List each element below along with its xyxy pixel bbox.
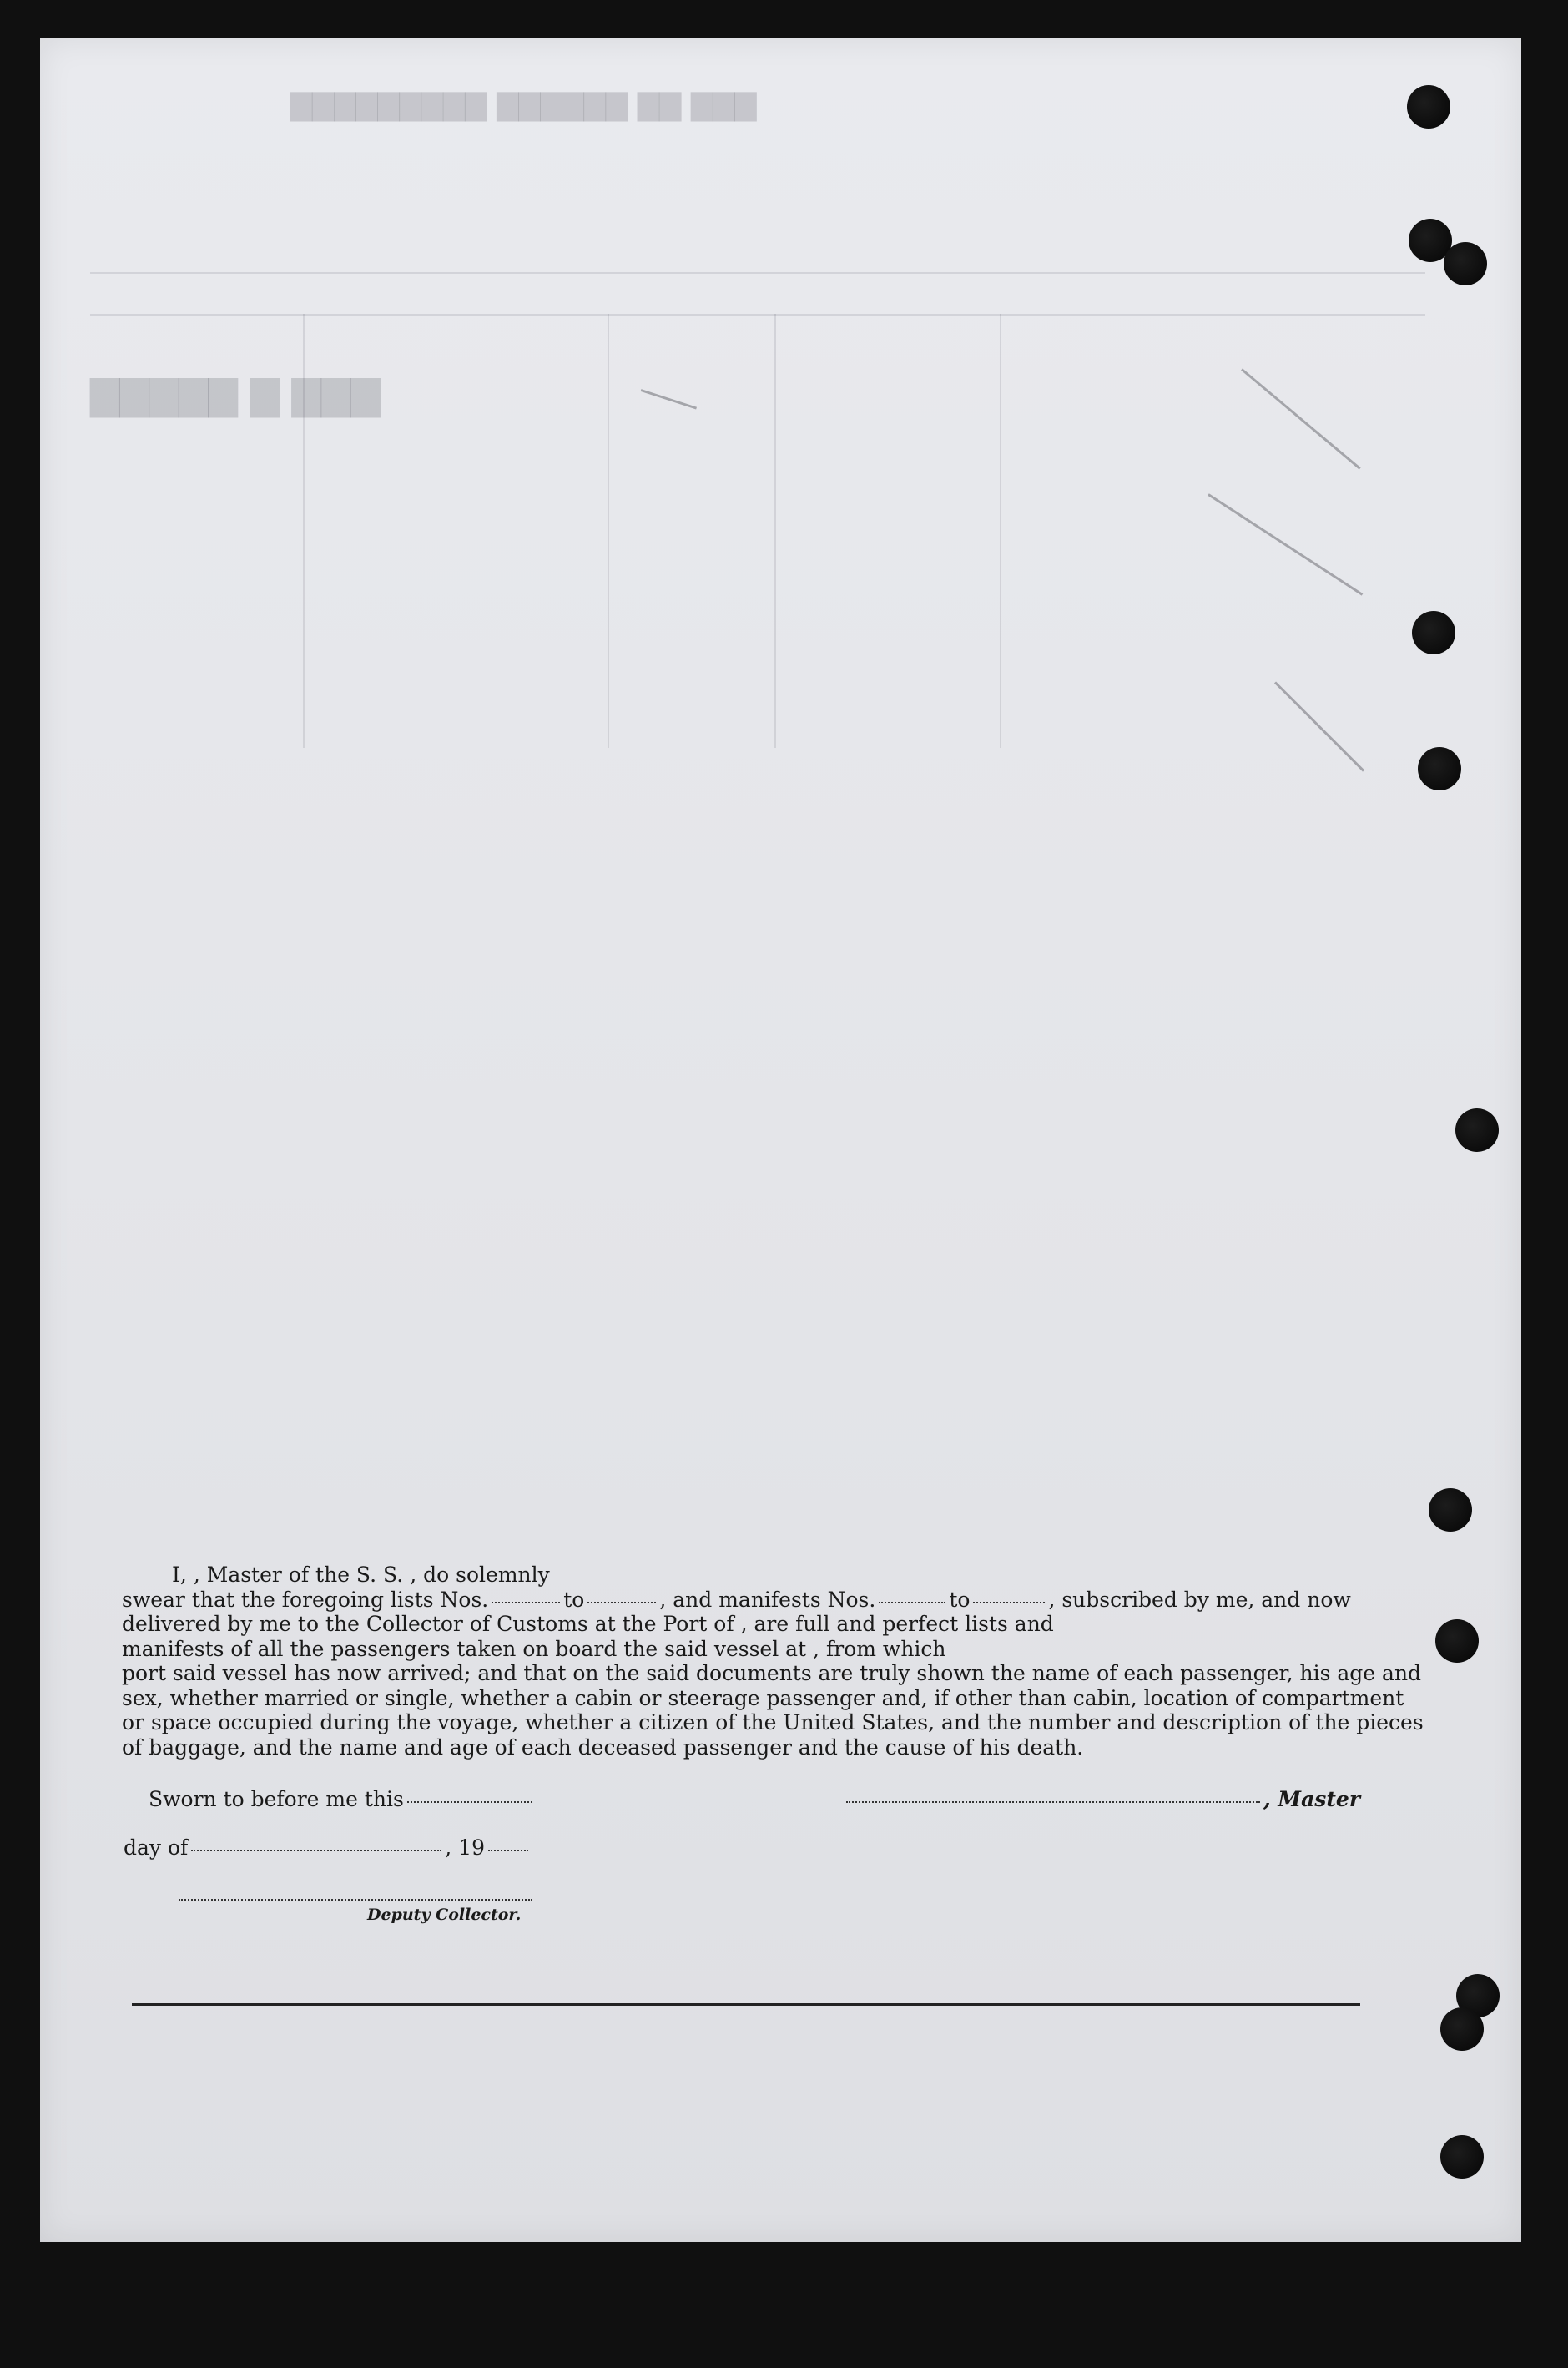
master-signature-blank[interactable] [846,1801,1260,1803]
oath-text: , are full and perfect lists and [740,1612,1054,1636]
punch-hole [1429,1488,1472,1532]
bleed-through-heading: ▇▇▇ ▇▇ ▇▇▇▇▇▇ ▇▇▇▇▇▇▇▇▇ [290,88,757,122]
oath-text: , subscribed by me, and now [1048,1587,1351,1612]
oath-line [122,1563,1359,1588]
pencil-stroke [1241,368,1361,469]
punch-hole [1455,1108,1499,1152]
oath-text: of baggage, and the name and age of each deceased passenger and the cause of his death. [122,1734,1084,1760]
punch-hole [1407,85,1450,129]
oath-line [122,1588,1359,1613]
year-label: , 19 [445,1835,486,1860]
oath-text: swear that the foregoing lists Nos. [122,1587,489,1612]
oath-text: , from which [813,1636,946,1661]
oath-text: to [563,1587,585,1612]
punch-hole [1440,2007,1484,2051]
document-page [40,38,1521,2242]
oath-text: , and manifests Nos. [659,1587,876,1612]
master-oath-paragraph [122,1563,1424,1760]
deputy-collector-label: Deputy Collector. [367,1906,522,1924]
bleed-line [90,272,1425,274]
oath-text: I, [172,1563,187,1587]
master-signature-line [843,1787,1360,1811]
bleed-line [608,314,609,748]
bleed-line [90,314,1425,316]
year-blank[interactable] [488,1850,528,1851]
oath-line [122,1612,1359,1637]
bottom-rule [132,2003,1360,2006]
manifest-to-blank[interactable] [973,1602,1045,1603]
oath-text: , do solemnly [410,1563,550,1587]
bleed-line [774,314,776,748]
pencil-stroke [1208,493,1363,595]
oath-text: delivered by me to the Collector of Customs at the Port of [122,1612,734,1636]
pencil-stroke [641,389,698,409]
month-blank[interactable] [191,1850,441,1851]
deputy-signature-blank[interactable] [179,1899,532,1901]
oath-text: , Master of the S. S. [193,1563,404,1587]
manifest-from-blank[interactable] [879,1602,945,1603]
sworn-date-blank[interactable] [407,1801,532,1803]
punch-hole [1412,611,1455,654]
punch-hole [1435,1619,1479,1663]
bleed-through-number: ▇▇▇ ▇ ▇▇▇▇▇ [90,372,381,417]
pencil-stroke [1274,681,1364,771]
day-of-label: day of [124,1835,189,1860]
oath-text: or space occupied during the voyage, whether a citizen of the United States, and the number and description of the pieces [122,1710,1424,1734]
bleed-line [1000,314,1001,748]
master-label: , Master [1263,1787,1360,1811]
punch-hole [1440,2135,1484,2179]
sworn-label: Sworn to before me this [149,1787,404,1811]
oath-text: sex, whether married or single, whether a cabin or steerage passenger and, if other than cabin, location of compartment [122,1685,1404,1710]
oath-text: manifests of all the passengers taken on board the said vessel at [122,1636,807,1661]
punch-hole [1444,242,1487,285]
list-from-blank[interactable] [492,1602,560,1603]
day-of-line [124,1835,532,1860]
list-to-blank[interactable] [587,1602,656,1603]
oath-line [122,1637,1359,1662]
sworn-line [149,1787,536,1811]
oath-text: to [949,1587,971,1612]
oath-text: port said vessel has now arrived; and that on the said documents are truly shown the name of each passenger, his age and [122,1661,1422,1685]
punch-hole [1418,747,1461,790]
